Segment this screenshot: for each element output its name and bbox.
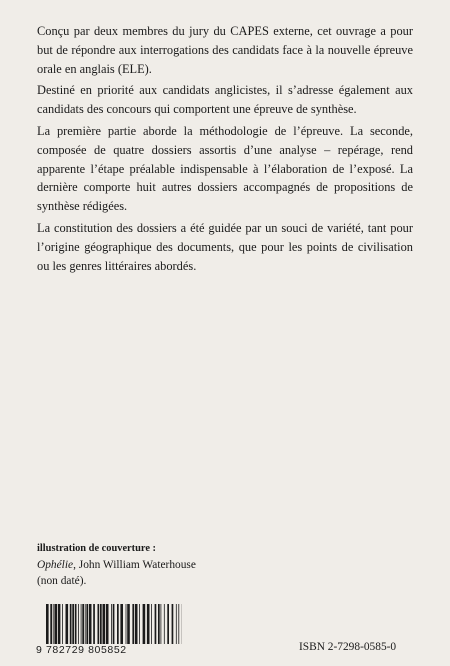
credit-label: illustration de couverture : (37, 543, 156, 554)
barcode-digits: 9 782729 805852 (36, 644, 127, 656)
credit-title: Ophélie (37, 559, 74, 571)
barcode-block (36, 604, 184, 656)
credit-author: , John William Waterhouse (73, 559, 196, 571)
paragraph-3: La première partie aborde la méthodologie de l’épreuve. La seconde, composée de quatre dossiers assortis d’une analyse – repérage, rend apparente l’étape préalable indispensable à l’élaboration de l’exposé. La dernière comporte huit autres dossiers accompagnés de propositions de synthèse rédigées. (37, 123, 413, 214)
credit-date: (non daté). (37, 575, 87, 587)
paragraph-1: Conçu par deux membres du jury du CAPES externe, cet ouvrage a pour but de répondre aux interrogations des candidats face à la nouvelle épreuve orale en anglais (ELE). (37, 24, 413, 76)
cover-credit (37, 541, 297, 589)
barcode-icon (45, 604, 183, 644)
paragraph-4: La constitution des dossiers a été guidée par un souci de variété, tant pour l’origine géographique des documents, que pour les points de civilisation ou les genres littéraires abordés. (37, 220, 413, 273)
paragraph-2: Destiné en priorité aux candidats anglicistes, il s’adresse également aux candidats des concours qui comportent une épreuve de synthèse. (37, 83, 413, 117)
isbn: ISBN 2-7298-0585-0 (299, 641, 397, 653)
credit-line (37, 557, 297, 573)
description (37, 22, 413, 278)
